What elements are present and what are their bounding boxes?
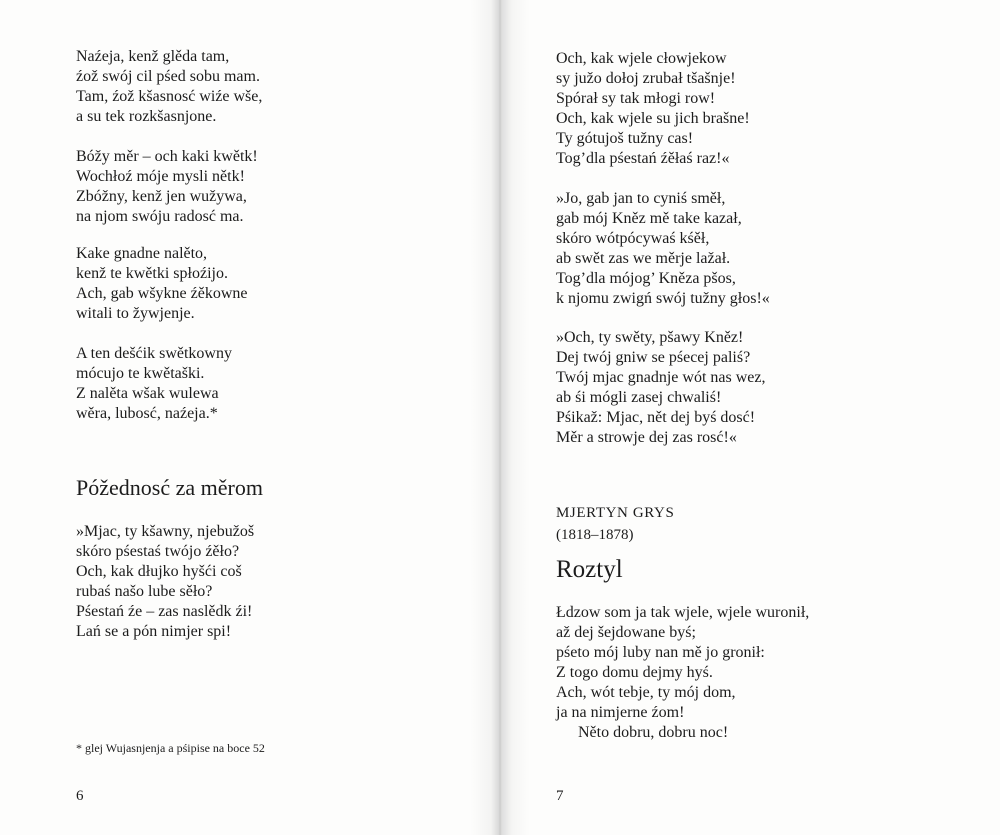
poem-line: Pśikaž: Mjac, nět dej byś dosć!: [556, 409, 756, 426]
poem-line: gab mój Kněz mě take kazał,: [556, 210, 742, 227]
poem-line: witali to žywjenje.: [76, 305, 195, 322]
poem-line: Z togo domu dejmy hyś.: [556, 664, 713, 681]
poem-line: Wochłoź móje mysli nětk!: [76, 168, 245, 185]
poem-line: skóro wótpócywaś kśěł,: [556, 230, 710, 247]
poem-line: Tog’dla pśestań źěłaś raz!«: [556, 150, 730, 167]
poem-line: Spórał sy tak młogi row!: [556, 90, 716, 107]
page-number-left: 6: [76, 788, 84, 804]
show-through-texture: [330, 60, 470, 560]
poem-line: wěra, lubosć, naźeja.*: [76, 405, 218, 422]
poem-line: ab swět zas we měrje lažał.: [556, 250, 731, 267]
poem-line: »Mjac, ty kšawny, njebužoš: [76, 523, 255, 540]
poem-line: Něto dobru, dobru noc!: [578, 724, 729, 741]
poem-line: Och, kak wjele cłowjekow: [556, 50, 727, 67]
poem-line: a su tek rozkšasnjone.: [76, 108, 217, 125]
poem-line: Ty gótujoš tužny cas!: [556, 130, 694, 147]
poem-line: Měr a strowje dej zas rosć!«: [556, 429, 737, 446]
poem-line: kenž te kwětki spłoźijo.: [76, 265, 228, 282]
poem-line: Tam, źož kšasnosć wiźe wše,: [76, 88, 263, 105]
poem-line: Łdzow som ja tak wjele, wjele wuronił,: [556, 604, 810, 621]
book-gutter-shadow: [470, 0, 530, 835]
poem-line: źož swój cil pśed sobu mam.: [76, 68, 260, 85]
footnote: * glej Wujasnjenja a pśipise na boce 52: [76, 741, 265, 755]
poem-title: Roztyl: [556, 556, 623, 583]
author-years: (1818–1878): [556, 527, 634, 543]
poem-line: A ten dešćik swětkowny: [76, 345, 232, 362]
poem-line: Zbóžny, kenž jen wužywa,: [76, 188, 247, 205]
poem-line: Ach, wót tebje, ty mój dom,: [556, 684, 736, 701]
poem-line: skóro pśestaś twójo źěło?: [76, 543, 240, 560]
author-name: MJERTYN GRYS: [556, 505, 675, 521]
poem-line: Och, kak wjele su jich brašne!: [556, 110, 750, 127]
poem-line: »Och, ty swěty, pšawy Kněz!: [556, 329, 744, 346]
poem-line: Ach, gab wšykne źěkowne: [76, 285, 248, 302]
poem-line: Naźeja, kenž glěda tam,: [76, 48, 230, 65]
poem-line: k njomu zwigń swój tužny głos!«: [556, 290, 770, 307]
poem-line: rubaś našo lube sěło?: [76, 583, 213, 600]
poem-line: Bóžy měr – och kaki kwětk!: [76, 148, 258, 165]
poem-line: Twój mjac gnadnje wót nas wez,: [556, 369, 766, 386]
poem-line: Pśestań źe – zas naslědk źi!: [76, 603, 253, 620]
poem-line: ja na nimjerne źom!: [556, 704, 685, 721]
poem-line: »Jo, gab jan to cyniś směł,: [556, 190, 726, 207]
poem-line: pśeto mój luby nan mě jo gronił:: [556, 644, 765, 661]
poem-title: Póžednosć za měrom: [76, 475, 263, 500]
poem-line: na njom swóju radosć ma.: [76, 208, 244, 225]
poem-line: ab śi mógli zasej chwaliś!: [556, 389, 722, 406]
poem-line: Tog’dla mójog’ Kněza pšos,: [556, 270, 736, 287]
poem-line: Lań se a pón nimjer spi!: [76, 623, 232, 640]
poem-line: Och, kak dłujko hyšći coš: [76, 563, 242, 580]
poem-line: až dej šejdowane byś;: [556, 624, 696, 641]
poem-line: Dej twój gniw se pśecej paliś?: [556, 349, 751, 366]
poem-line: Kake gnadne nalěto,: [76, 245, 208, 262]
poem-line: mócujo te kwětaški.: [76, 365, 205, 382]
page-number-right: 7: [556, 788, 564, 804]
poem-line: sy južo dołoj zrubał tšašnje!: [556, 70, 736, 87]
poem-line: Z nalěta wšak wulewa: [76, 385, 219, 402]
